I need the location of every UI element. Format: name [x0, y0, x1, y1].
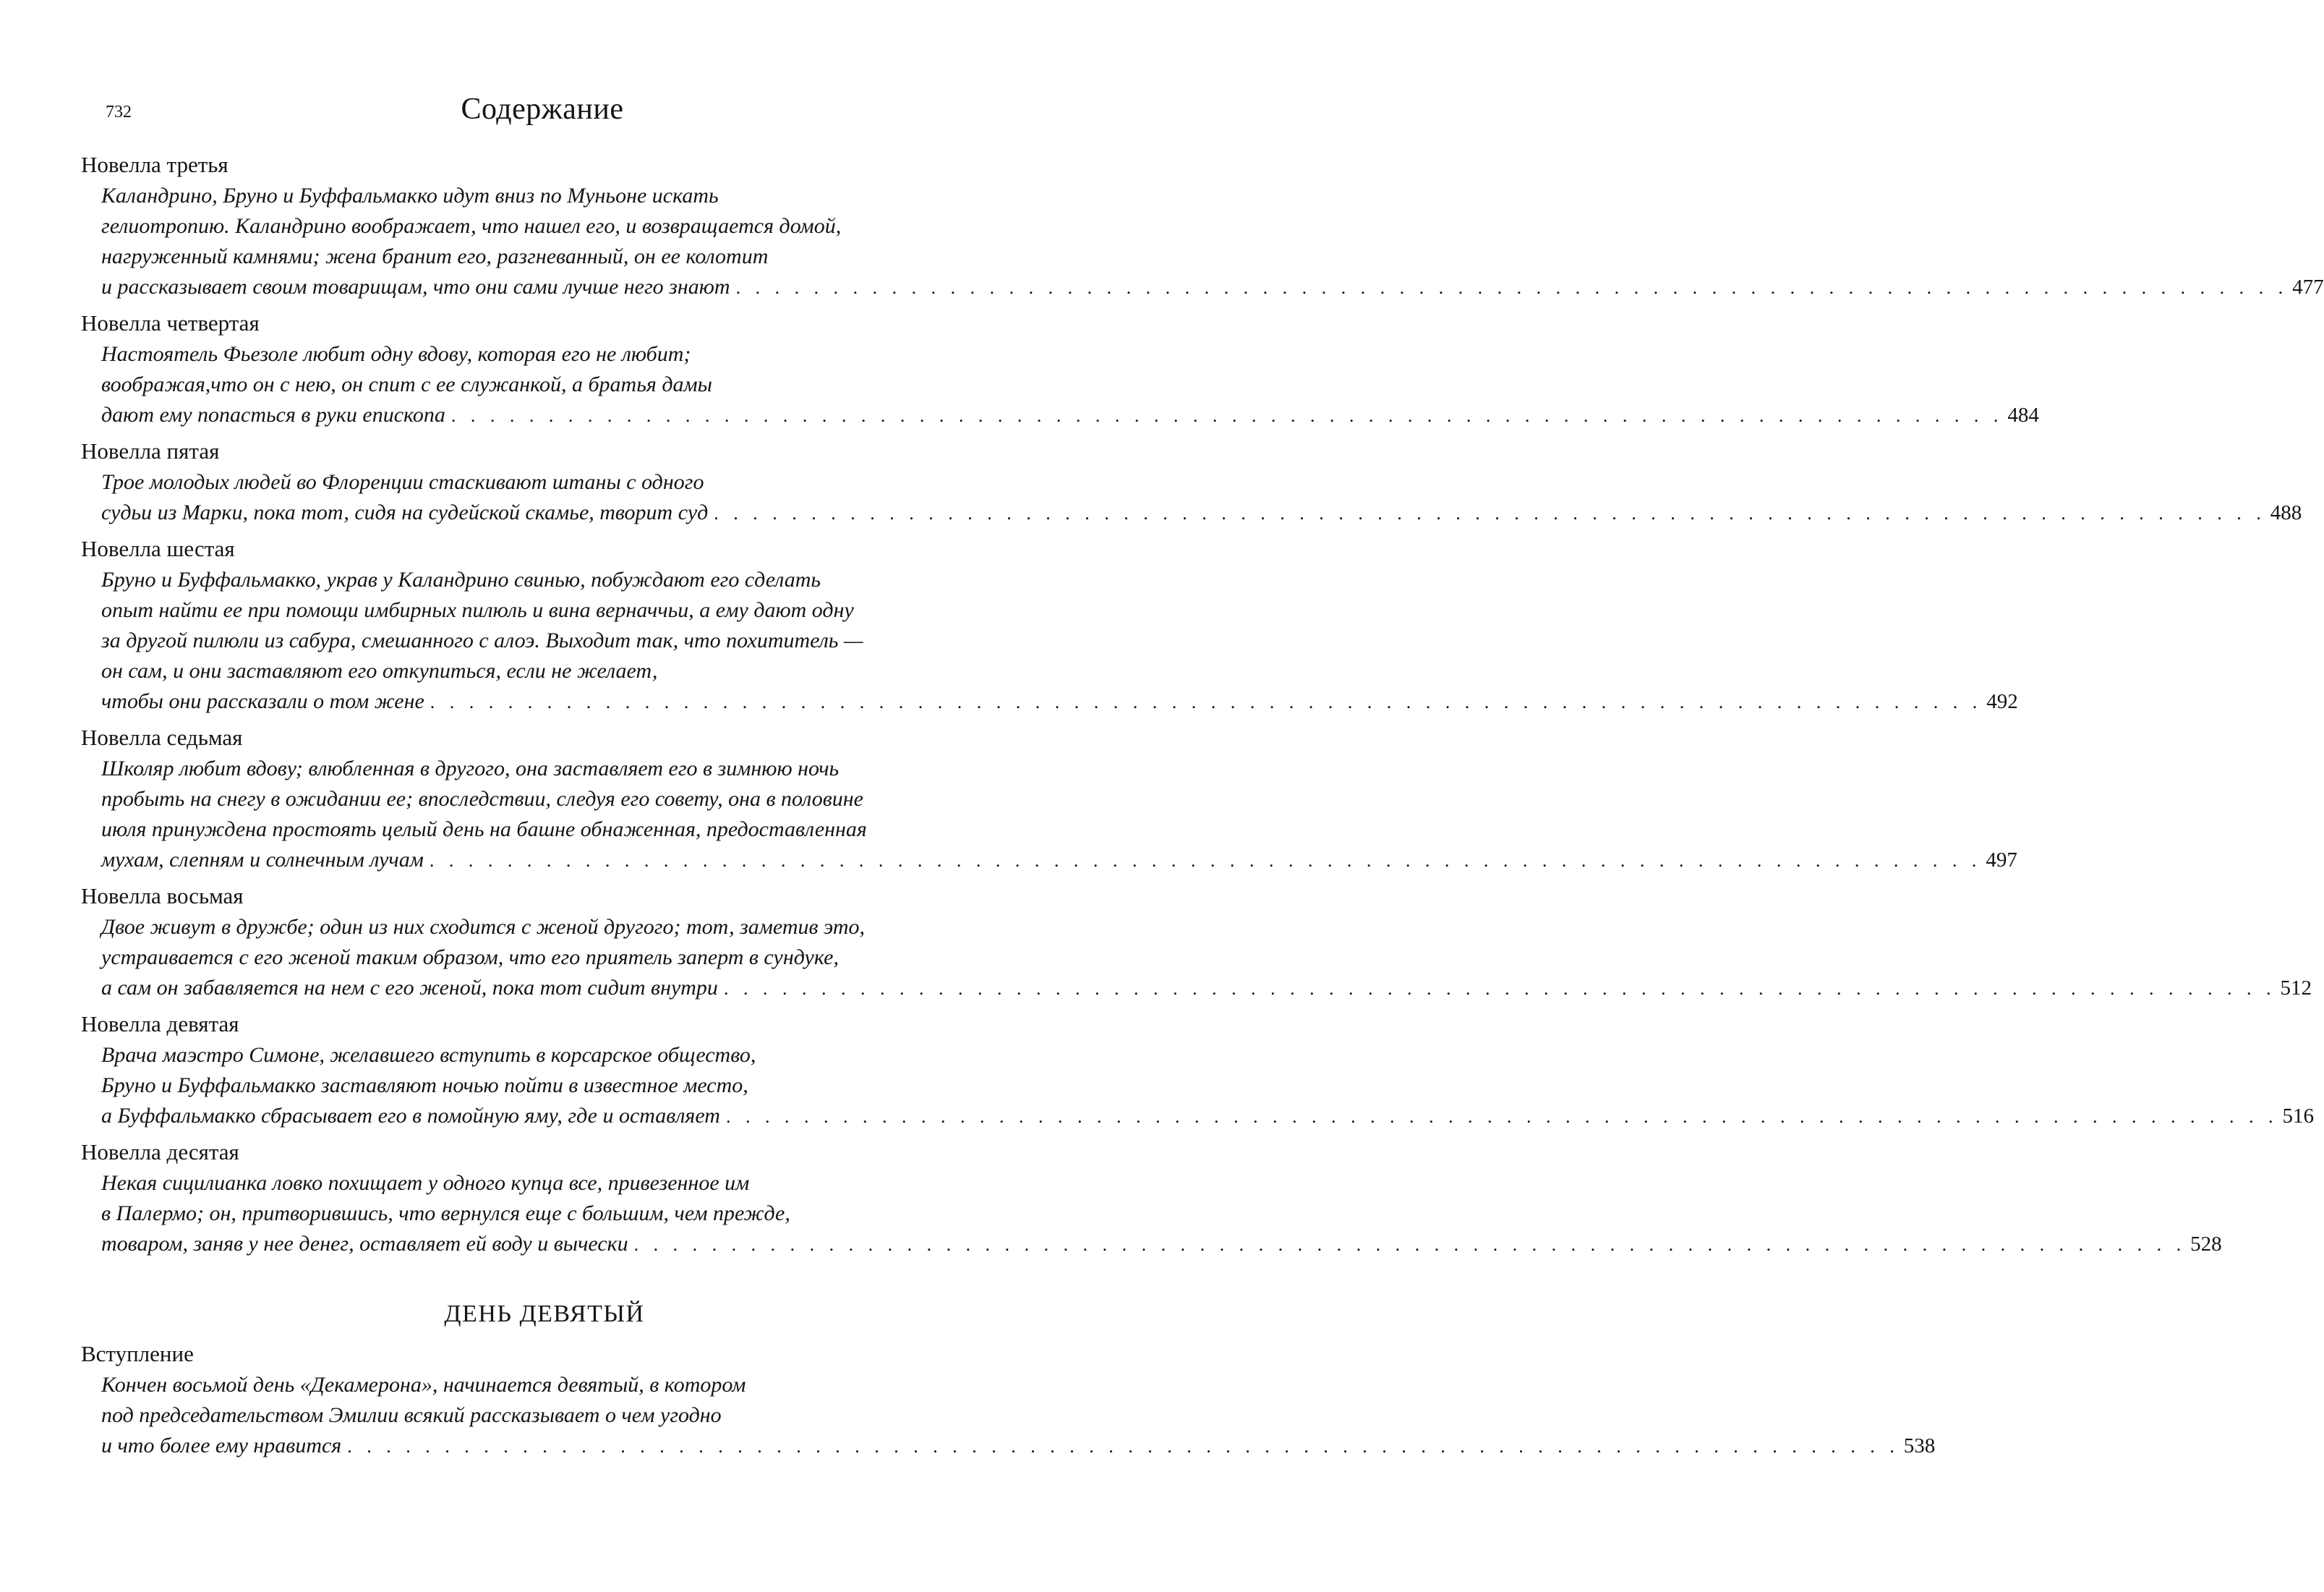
toc-page-number: 497 [1986, 848, 2017, 872]
toc-entry [81, 149, 2324, 303]
summary-line [101, 272, 2324, 303]
summary-line: Кончен восьмой день «Декамерона», начинается девятый, в котором [101, 1373, 746, 1397]
summary-line: Каландрино, Бруно и Буффальмакко идут вниз по Муньоне искать [101, 184, 719, 208]
summary-line-text: и что более ему нравится [101, 1434, 342, 1457]
toc-entry-summary [101, 339, 2039, 431]
section-heading: ДЕНЬ ДЕВЯТЫЙ [444, 1301, 645, 1327]
toc-entry [81, 1136, 2222, 1260]
toc-entry-title: Новелла пятая [81, 438, 220, 464]
toc-entry-title: Новелла шестая [81, 536, 235, 561]
dot-leader: . . . . . . . . . . . . . . . . . . . . . . . . . . . . . . . . . . . . . . . . . . . . . . . . . . . . . . . . . . . . . . . . . . . . . . . . . . . . . . . . [735, 277, 2289, 298]
summary-line-text: судьи из Марки, пока тот, сидя на судейской скамье, творит суд [101, 501, 709, 524]
toc-page-number: 477 [2292, 276, 2324, 299]
toc-entry-summary [101, 1370, 1936, 1462]
toc-page-number: 512 [2280, 976, 2312, 1000]
dot-leader: . . . . . . . . . . . . . . . . . . . . . . . . . . . . . . . . . . . . . . . . . . . . . . . . . . . . . . . . . . . . . . . . . . . . . . . . . . . . . . . . [450, 405, 2004, 426]
dot-leader: . . . . . . . . . . . . . . . . . . . . . . . . . . . . . . . . . . . . . . . . . . . . . . . . . . . . . . . . . . . . . . . . . . . . . . . . . . . . . . . . [429, 850, 1982, 871]
dot-leader: . . . . . . . . . . . . . . . . . . . . . . . . . . . . . . . . . . . . . . . . . . . . . . . . . . . . . . . . . . . . . . . . . . . . . . . . . . . . . . . . [725, 1106, 2278, 1127]
summary-line [101, 845, 2017, 876]
toc-page-number: 528 [2190, 1233, 2222, 1256]
summary-line: в Палермо; он, притворившись, что вернулся еще с большим, чем прежде, [101, 1201, 790, 1225]
summary-line: гелиотропию. Каландрино воображает, что нашел его, и возвращается домой, [101, 214, 842, 238]
toc-entry-title: Новелла десятая [81, 1139, 239, 1165]
summary-line [101, 1229, 2222, 1260]
dot-leader: . . . . . . . . . . . . . . . . . . . . . . . . . . . . . . . . . . . . . . . . . . . . . . . . . . . . . . . . . . . . . . . . . . . . . . . . . . . . . . . . [347, 1436, 1900, 1457]
summary-line: опыт найти ее при помощи имбирных пилюль и вина верначчьи, а ему дают одну [101, 598, 854, 622]
toc-page-number: 538 [1903, 1434, 1936, 1457]
toc-entry [81, 533, 2018, 718]
toc-entry-summary [101, 467, 2302, 529]
toc-entry-summary [101, 181, 2324, 303]
summary-line: за другой пилюли из сабура, смешанного с алоэ. Выходит так, что похититель — [101, 629, 863, 652]
summary-line [101, 1101, 2314, 1132]
summary-line: Двое живут в дружбе; один из них сходится с женой другого; тот, заметив это, [101, 915, 866, 939]
toc-entry [81, 1008, 2314, 1132]
summary-line: Бруно и Буффальмакко заставляют ночью пойти в известное место, [101, 1073, 748, 1097]
toc-entry [81, 1338, 1936, 1462]
summary-line-text: мухам, слепням и солнечным лучам [101, 848, 424, 872]
summary-line [101, 973, 2312, 1004]
summary-line: под председательством Эмилии всякий рассказывает о чем угодно [101, 1403, 722, 1427]
summary-line-text: чтобы они рассказали о том жене [101, 689, 424, 713]
page-number: 732 [106, 103, 132, 122]
toc-entry-title: Новелла девятая [81, 1011, 239, 1036]
summary-line: он сам, и они заставляют его откупиться, если не желает, [101, 659, 658, 683]
dot-leader: . . . . . . . . . . . . . . . . . . . . . . . . . . . . . . . . . . . . . . . . . . . . . . . . . . . . . . . . . . . . . . . . . . . . . . . . . . . . . . . . [430, 691, 1983, 712]
toc-page-number: 516 [2282, 1104, 2314, 1128]
summary-line: Врача маэстро Симоне, желавшего вступить в корсарское общество, [101, 1043, 756, 1067]
summary-line [101, 686, 2018, 718]
summary-line-text: а Буффальмакко сбрасывает его в помойную яму, где и оставляет [101, 1104, 720, 1128]
toc-entry-title: Новелла седьмая [81, 725, 243, 750]
summary-line: июля принуждена простоять целый день на башне обнаженная, предоставленная [101, 817, 867, 841]
summary-line-text: товаром, заняв у нее денег, оставляет ей воду и вычески [101, 1232, 628, 1256]
summary-line [101, 1431, 1936, 1462]
toc-entry [81, 880, 2312, 1004]
summary-line: Настоятель Фьезоле любит одну вдову, которая его не любит; [101, 342, 691, 366]
toc-entry [81, 722, 2017, 876]
toc-entry-summary [101, 912, 2312, 1004]
toc-page-number: 492 [1986, 690, 2018, 713]
summary-line: воображая,что он с нею, он спит с ее служанкой, а братья дамы [101, 373, 712, 396]
summary-line: Бруно и Буффальмакко, украв у Каландрино свинью, побуждают его сделать [101, 568, 821, 592]
running-title: Содержание [461, 93, 624, 126]
summary-line-text: а сам он забавляется на нем с его женой, пока тот сидит внутри [101, 976, 718, 1000]
toc-entry-title: Новелла восьмая [81, 883, 244, 908]
summary-line: Трое молодых людей во Флоренции стаскивают штаны с одного [101, 470, 704, 494]
dot-leader: . . . . . . . . . . . . . . . . . . . . . . . . . . . . . . . . . . . . . . . . . . . . . . . . . . . . . . . . . . . . . . . . . . . . . . . . . . . . . . . . [723, 978, 2276, 999]
toc-page-number: 484 [2007, 404, 2039, 427]
toc-entry-title: Новелла четвертая [81, 310, 260, 336]
summary-line-text: и рассказывает своим товарищам, что они сами лучше него знают [101, 275, 730, 299]
toc-entry-summary [101, 754, 2017, 876]
summary-line [101, 498, 2302, 529]
toc-entry-title: Новелла третья [81, 152, 228, 177]
dot-leader: . . . . . . . . . . . . . . . . . . . . . . . . . . . . . . . . . . . . . . . . . . . . . . . . . . . . . . . . . . . . . . . . . . . . . . . . . . . . . . . . [714, 503, 2266, 524]
summary-line-text: дают ему попасться в руки епископа [101, 403, 445, 427]
dot-leader: . . . . . . . . . . . . . . . . . . . . . . . . . . . . . . . . . . . . . . . . . . . . . . . . . . . . . . . . . . . . . . . . . . . . . . . . . . . . . . . . [633, 1234, 2187, 1255]
toc-entry-summary [101, 1040, 2314, 1132]
toc-entry-summary [101, 565, 2018, 718]
toc-entry [81, 307, 2039, 431]
table-of-contents [81, 149, 2324, 1466]
summary-line: нагруженный камнями; жена бранит его, разгневанный, он ее колотит [101, 244, 769, 268]
toc-page-number: 488 [2270, 501, 2302, 524]
summary-line: Некая сицилианка ловко похищает у одного купца все, привезенное им [101, 1171, 750, 1195]
toc-entry [81, 435, 2302, 529]
toc-entry-summary [101, 1168, 2222, 1260]
summary-line: пробыть на снегу в ожидании ее; впоследствии, следуя его совету, она в половине [101, 787, 863, 811]
summary-line: устраивается с его женой таким образом, что его приятель заперт в сундуке, [101, 945, 839, 969]
summary-line [101, 400, 2039, 431]
summary-line: Школяр любит вдову; влюбленная в другого, она заставляет его в зимнюю ночь [101, 757, 840, 780]
toc-entry-title: Вступление [81, 1341, 194, 1366]
